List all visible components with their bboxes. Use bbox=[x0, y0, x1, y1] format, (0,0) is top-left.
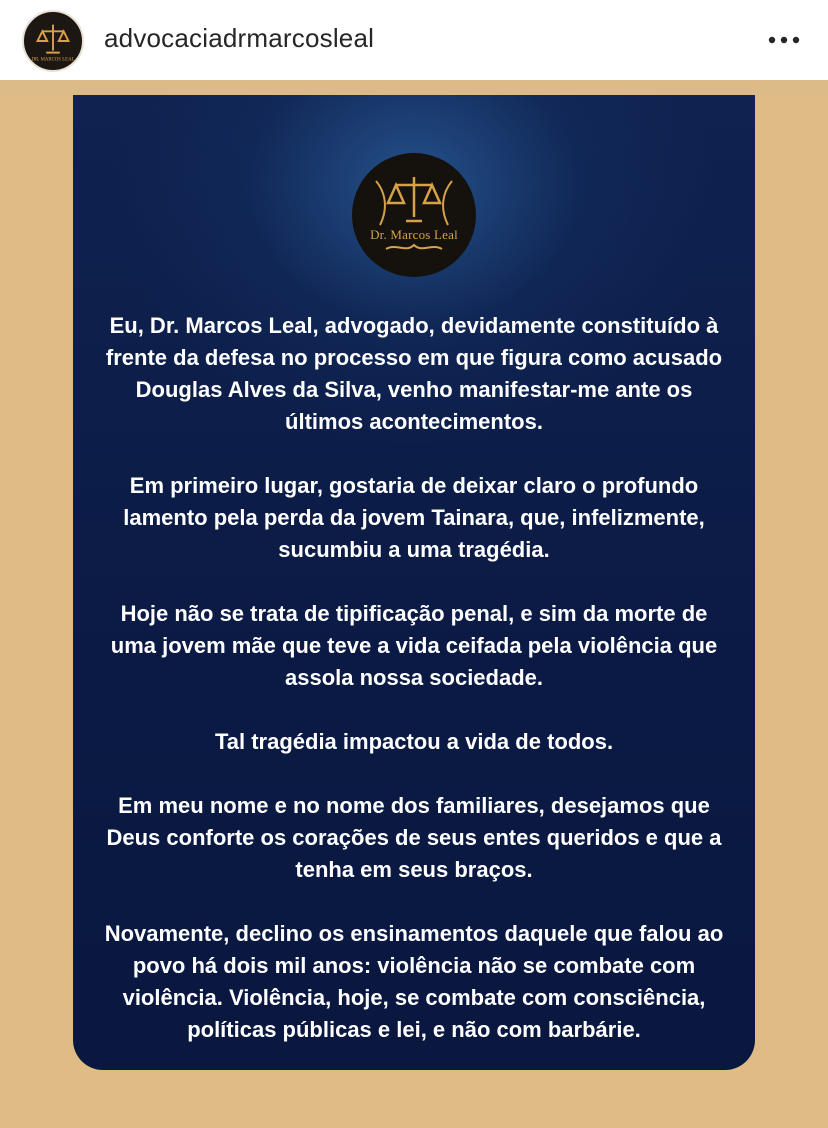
paragraph: Hoje não se trata de tipificação penal, e sim da morte de uma jovem mãe que teve a vida ceifada pela violência que assola nossa sociedade. bbox=[110, 601, 718, 690]
username[interactable]: advocaciadrmarcosleal bbox=[104, 23, 375, 53]
scales-of-justice-logo-icon bbox=[24, 12, 82, 70]
avatar[interactable] bbox=[22, 10, 84, 72]
svg-text:DR. MARCOS LEAL: DR. MARCOS LEAL bbox=[31, 57, 75, 63]
statement-text bbox=[73, 310, 755, 1070]
paragraph: Eu, Dr. Marcos Leal, advogado, devidamente constituído à frente da defesa no processo em que figura como acusado Douglas Alves da Silva, venho manifestar-me ante os últimos acontecimentos. bbox=[105, 313, 723, 434]
law-firm-logo bbox=[352, 153, 476, 277]
scales-of-justice-icon bbox=[352, 153, 476, 277]
statement-card bbox=[73, 95, 755, 1070]
post-header bbox=[0, 0, 828, 80]
logo-text: Dr. Marcos Leal bbox=[370, 227, 458, 242]
paragraph: Em meu nome e no nome dos familiares, desejamos que Deus conforte os corações de seus entes queridos e que a tenha em seus braços. bbox=[106, 793, 722, 882]
more-options-button[interactable] bbox=[762, 22, 806, 58]
paragraph: Em primeiro lugar, gostaria de deixar claro o profundo lamento pela perda da jovem Tainara, que, infelizmente, sucumbiu a uma tragédia. bbox=[123, 473, 705, 562]
paragraph: Novamente, declino os ensinamentos daquele que falou ao povo há dois mil anos: violência não se combate com violência. Violência, hoje, se combate com consciência, políticas públicas e lei, e não com barbárie. bbox=[104, 921, 724, 1042]
more-options-icon bbox=[762, 22, 806, 58]
paragraph: Tal tragédia impactou a vida de todos. bbox=[214, 729, 614, 754]
